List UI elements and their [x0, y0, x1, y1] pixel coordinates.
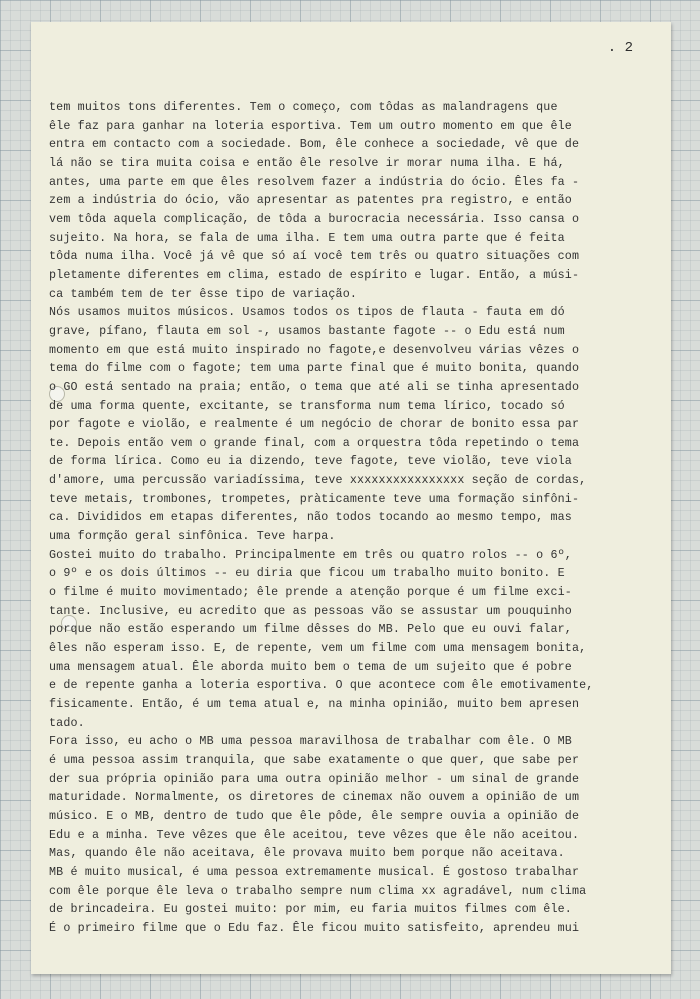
- text-line: MB é muito musical, é uma pessoa extremamente musical. É gostoso trabalhar: [49, 864, 580, 879]
- text-line: tado.: [49, 715, 85, 730]
- text-line: É o primeiro filme que o Edu faz. Êle ficou muito satisfeito, aprendeu mui: [49, 920, 580, 935]
- text-line: grave, pífano, flauta em sol -, usamos bastante fagote -- o Edu está num: [49, 323, 565, 338]
- text-line: o filme é muito movimentado; êle prende a atenção porque é um filme exci-: [49, 585, 572, 600]
- text-line: antes, uma parte em que êles resolvem fazer a indústria do ócio. Êles fa -: [49, 174, 580, 189]
- text-line: é uma pessoa assim tranquila, que sabe exatamente o que quer, que sabe per: [49, 752, 580, 767]
- text-line: êle faz para ganhar na loteria esportiva. Tem um outro momento em que êle: [49, 118, 572, 133]
- text-line: tante. Inclusive, eu acredito que as pessoas vão se assustar um pouquinho: [49, 603, 572, 618]
- text-line: ca também tem de ter êsse tipo de variação.: [49, 286, 358, 301]
- text-line: Nós usamos muitos músicos. Usamos todos os tipos de flauta - fauta em dó: [49, 305, 565, 320]
- text-line: der sua própria opinião para uma outra opinião melhor - um sinal de grande: [49, 771, 580, 786]
- text-line: de uma forma quente, excitante, se transforma num tema lírico, tocado só: [49, 398, 565, 413]
- text-line: de forma lírica. Como eu ia dizendo, teve fagote, teve violão, teve viola: [49, 454, 572, 469]
- text-line: porque não estão esperando um filme dêsses do MB. Pelo que eu ouvi falar,: [49, 622, 572, 637]
- text-line: tema do filme com o fagote; tem uma parte final que é muito bonita, quando: [49, 361, 580, 376]
- text-line: o GO está sentado na praia; então, o tema que até ali se tinha apresentado: [49, 379, 580, 394]
- text-line: o 9º e os dois últimos -- eu diria que ficou um trabalho muito bonito. E: [49, 566, 565, 581]
- text-line: teve metais, trombones, trompetes, pràticamente teve uma formação sinfôni-: [49, 491, 580, 506]
- text-line: por fagote e violão, e realmente é um negócio de chorar de bonito essa par: [49, 417, 580, 432]
- text-line: maturidade. Normalmente, os diretores de cinemax não ouvem a opinião de um: [49, 790, 580, 805]
- text-line: zem a indústria do ócio, vão apresentar as patentes pra registro, e então: [49, 193, 572, 208]
- text-line: fisicamente. Então, é um tema atual e, na minha opinião, muito bem apresen: [49, 697, 580, 711]
- text-line: de brincadeira. Eu gostei muito: por mim, eu faria muitos filmes com êle.: [49, 902, 572, 917]
- typewritten-body-text: [49, 98, 661, 938]
- text-line: tem muitos tons diferentes. Tem o começo, com tôdas as malandragens que: [49, 100, 558, 114]
- text-line: tôda numa ilha. Você já vê que só aí você tem três ou quatro situações com: [49, 249, 580, 264]
- text-line: te. Depois então vem o grande final, com a orquestra tôda repetindo o tema: [49, 435, 580, 450]
- text-line: sujeito. Na hora, se fala de uma ilha. E tem uma outra parte que é feita: [49, 230, 565, 245]
- text-line: Edu e a minha. Teve vêzes que êle aceitou, teve vêzes que êle não aceitou.: [49, 827, 580, 842]
- typed-page: [31, 22, 671, 974]
- text-line: Mas, quando êle não aceitava, êle provava muito bem porque não aceitava.: [49, 846, 565, 861]
- text-line: com êle porque êle leva o trabalho sempre num clima xx agradável, num clima: [49, 883, 587, 898]
- text-line: d'amore, uma percussão variadíssima, teve xxxxxxxxxxxxxxxx seção de cordas,: [49, 473, 587, 488]
- text-line: lá não se tira muita coisa e então êle resolve ir morar numa ilha. E há,: [49, 155, 565, 170]
- text-line: vem tôda aquela complicação, de tôda a burocracia necessária. Isso cansa o: [49, 211, 580, 226]
- text-line: momento em que está muito inspirado no fagote,e desenvolveu várias vêzes o: [49, 342, 580, 357]
- text-line: pletamente diferentes em clima, estado de espírito e lugar. Então, a músi-: [49, 267, 580, 282]
- text-line: ca. Divididos em etapas diferentes, não todos tocando ao mesmo tempo, mas: [49, 510, 572, 525]
- text-line: Fora isso, eu acho o MB uma pessoa maravilhosa de trabalhar com êle. O MB: [49, 734, 572, 749]
- text-line: músico. E o MB, dentro de tudo que êle pôde, êle sempre ouvia a opinião de: [49, 808, 580, 823]
- text-line: uma formção geral sinfônica. Teve harpa.: [49, 529, 336, 544]
- text-line: entra em contacto com a sociedade. Bom, êle conhece a sociedade, vê que de: [49, 137, 580, 152]
- text-line: uma mensagem atual. Êle aborda muito bem o tema de um sujeito que é pobre: [49, 659, 572, 674]
- text-line: Gostei muito do trabalho. Principalmente em três ou quatro rolos -- o 6º,: [49, 547, 572, 562]
- text-line: êles não esperam isso. E, de repente, vem um filme com uma mensagem bonita,: [49, 641, 587, 656]
- text-line: e de repente ganha a loteria esportiva. O que acontece com êle emotivamente,: [49, 678, 594, 693]
- page-number: . 2: [607, 40, 633, 56]
